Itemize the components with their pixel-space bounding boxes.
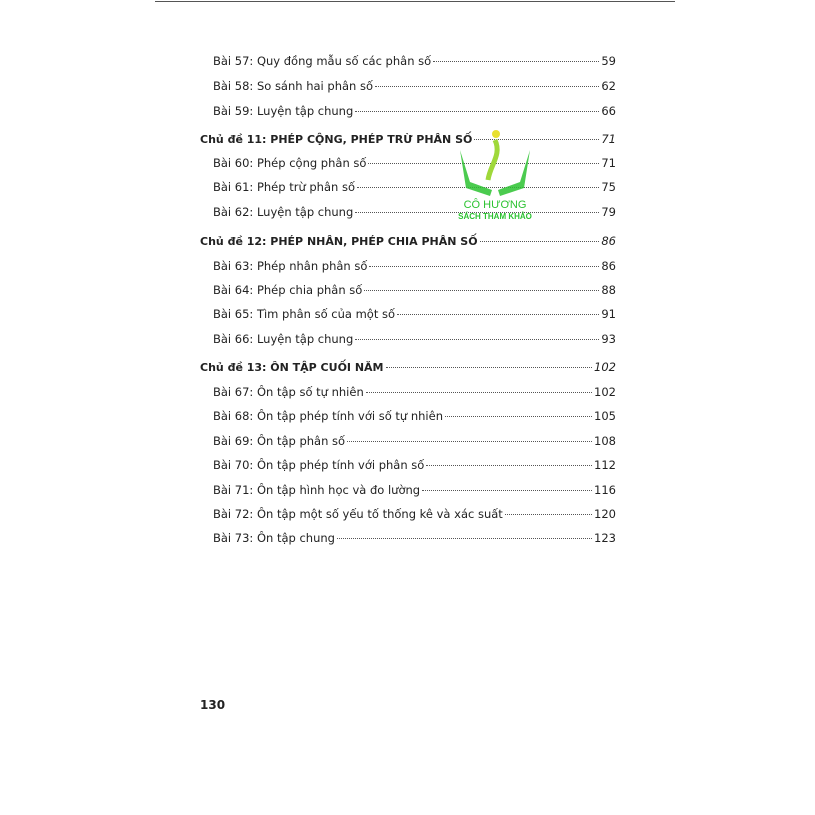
toc-lesson-row [213, 530, 616, 546]
dot-leader [505, 514, 592, 515]
entry-title: Chủ đề 12: PHÉP NHÂN, PHÉP CHIA PHÂN SỐ [200, 235, 478, 248]
entry-page: 75 [601, 180, 616, 194]
entry-page: 105 [594, 409, 616, 423]
toc-lesson-row [213, 408, 616, 424]
dot-leader [369, 266, 599, 267]
entry-title: Bài 69: Ôn tập phân số [213, 434, 346, 448]
watermark-logo [450, 120, 540, 220]
entry-page: 88 [601, 283, 616, 297]
entry-title: Bài 57: Quy đồng mẫu số các phân số [213, 54, 432, 68]
entry-title: Bài 62: Luyện tập chung [213, 205, 354, 219]
dot-leader [422, 490, 592, 491]
dot-leader [347, 441, 592, 442]
entry-title: Bài 66: Luyện tập chung [213, 332, 354, 346]
toc-lesson-row [213, 155, 616, 171]
entry-page: 59 [601, 54, 616, 68]
entry-page: 71 [601, 132, 616, 146]
entry-page: 86 [601, 259, 616, 273]
entry-page: 91 [601, 307, 616, 321]
toc-lesson-row [213, 258, 616, 274]
entry-page: 116 [594, 483, 616, 497]
toc-lesson-row [213, 282, 616, 298]
dot-leader [426, 465, 592, 466]
entry-title: Chủ đề 11: PHÉP CỘNG, PHÉP TRỪ PHÂN SỐ [200, 133, 473, 146]
entry-page: 93 [601, 332, 616, 346]
top-rule [155, 1, 675, 2]
toc-lesson-row [213, 433, 616, 449]
dot-leader [445, 416, 592, 417]
entry-title: Bài 68: Ôn tập phép tính với số tự nhiên [213, 409, 443, 423]
entry-title: Bài 61: Phép trừ phân số [213, 180, 355, 194]
toc-lesson-row [213, 204, 616, 220]
entry-title: Bài 70: Ôn tập phép tính với phân số [213, 458, 425, 472]
entry-page: 86 [601, 234, 616, 248]
entry-page: 79 [601, 205, 616, 219]
entry-page: 123 [594, 531, 616, 545]
entry-title: Bài 58: So sánh hai phân số [213, 79, 374, 93]
toc-lesson-row [213, 482, 616, 498]
toc-lesson-row [213, 78, 616, 94]
toc-lesson-row [213, 384, 616, 400]
entry-title: Bài 63: Phép nhân phân số [213, 259, 368, 273]
toc-lesson-row [213, 103, 616, 119]
entry-title: Bài 72: Ôn tập một số yếu tố thống kê và xác suất [213, 507, 503, 521]
toc-lesson-row [213, 53, 616, 69]
entry-title: Bài 71: Ôn tập hình học và đo lường [213, 483, 421, 497]
entry-title: Bài 65: Tìm phân số của một số [213, 307, 396, 321]
dot-leader [366, 392, 592, 393]
entry-page: 71 [601, 156, 616, 170]
entry-page: 102 [594, 385, 616, 399]
dot-leader [364, 290, 599, 291]
entry-page: 120 [594, 507, 616, 521]
entry-title: Bài 60: Phép cộng phân số [213, 156, 367, 170]
dot-leader [355, 111, 599, 112]
toc-lesson-row [213, 306, 616, 322]
entry-page: 108 [594, 434, 616, 448]
entry-page: 62 [601, 79, 616, 93]
entry-title: Chủ đề 13: ÔN TẬP CUỐI NĂM [200, 361, 384, 374]
toc-chapter-row [200, 131, 616, 147]
entry-title: Bài 67: Ôn tập số tự nhiên [213, 385, 364, 399]
page-number: 130 [200, 698, 226, 712]
toc-lesson-row [213, 506, 616, 522]
dot-leader [337, 538, 592, 539]
dot-leader [386, 367, 593, 368]
entry-title: Bài 64: Phép chia phân số [213, 283, 363, 297]
dot-leader [433, 61, 599, 62]
dot-leader [397, 314, 599, 315]
entry-page: 102 [594, 360, 616, 374]
entry-title: Bài 59: Luyện tập chung [213, 104, 354, 118]
toc-lesson-row [213, 457, 616, 473]
toc-lesson-row [213, 331, 616, 347]
entry-page: 66 [601, 104, 616, 118]
dot-leader [375, 86, 599, 87]
dot-leader [355, 339, 599, 340]
toc-chapter-row [200, 233, 616, 249]
toc-lesson-row [213, 179, 616, 195]
dot-leader [480, 241, 600, 242]
entry-page: 112 [594, 458, 616, 472]
svg-text:CÔ HƯƠNG: CÔ HƯƠNG [463, 199, 527, 211]
toc-chapter-row [200, 359, 616, 375]
entry-title: Bài 73: Ôn tập chung [213, 531, 335, 545]
svg-text:SÁCH THAM KHẢO: SÁCH THAM KHẢO [458, 212, 532, 220]
